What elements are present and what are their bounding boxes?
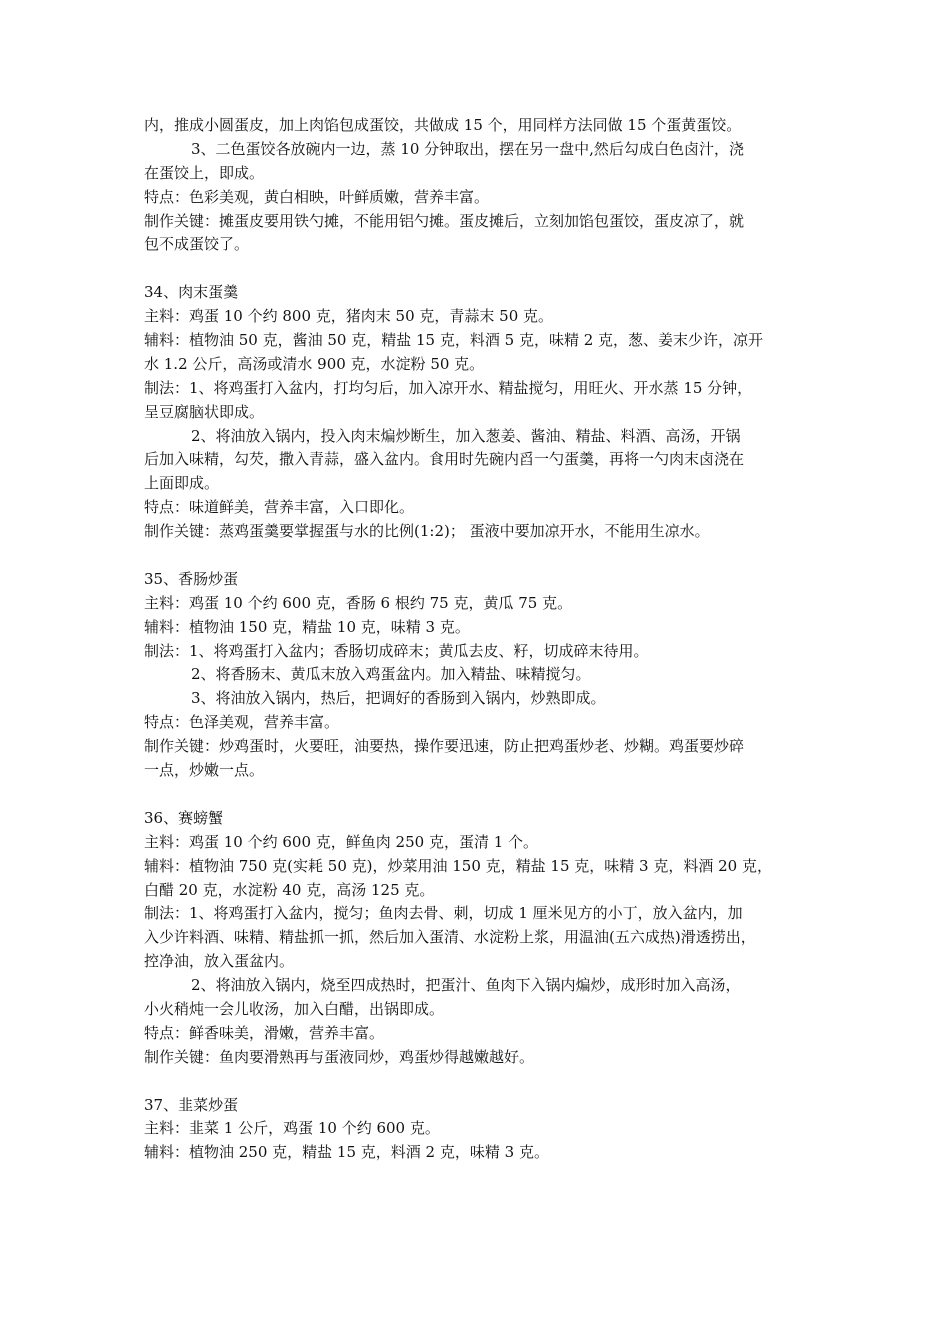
text-line: 特点：味道鲜美，营养丰富，入口即化。 bbox=[144, 498, 415, 517]
text-line: 2、将香肠末、黄瓜末放入鸡蛋盆内。加入精盐、味精搅匀。 bbox=[191, 665, 591, 684]
text-line: 后加入味精，勾芡，撒入青蒜，盛入盆内。食用时先碗内舀一勺蛋羹，再将一勺肉末卤浇在 bbox=[144, 450, 745, 469]
text-line: 制作关键：炒鸡蛋时，火要旺，油要热，操作要迅速，防止把鸡蛋炒老、炒糊。鸡蛋要炒碎 bbox=[144, 737, 745, 756]
document-page bbox=[144, 114, 812, 1165]
text-line: 主料：鸡蛋 10 个约 800 克，猪肉末 50 克，青蒜末 50 克。 bbox=[144, 307, 554, 326]
text-line: 白醋 20 克，水淀粉 40 克，高汤 125 克。 bbox=[144, 880, 435, 899]
text-line: 2、将油放入锅内，投入肉末煸炒断生，加入葱姜、酱油、精盐、料酒、高汤，开锅 bbox=[191, 426, 741, 445]
text-line: 呈豆腐脑状即成。 bbox=[144, 402, 265, 421]
text-line: 包不成蛋饺了。 bbox=[144, 235, 250, 254]
text-line: 水 1.2 公斤，高汤或清水 900 克，水淀粉 50 克。 bbox=[144, 354, 485, 373]
text-line: 36、赛螃蟹 bbox=[144, 808, 224, 827]
paragraph-gap bbox=[144, 544, 812, 568]
text-line: 制作关键：摊蛋皮要用铁勺摊，不能用铝勺摊。蛋皮摊后，立刻加馅包蛋饺，蛋皮凉了，就 bbox=[144, 211, 745, 230]
text-line: 特点：色彩美观，黄白相映，叶鲜质嫩，营养丰富。 bbox=[144, 187, 490, 206]
text-line: 辅料：植物油 750 克(实耗 50 克)，炒菜用油 150 克，精盐 15 克，味精 3 克，料酒 20 克， bbox=[144, 856, 772, 875]
text-line: 制作关键：鱼肉要滑熟再与蛋液同炒，鸡蛋炒得越嫩越好。 bbox=[144, 1047, 535, 1066]
text-line: 制法：1、将鸡蛋打入盆内，打均匀后，加入凉开水、精盐搅匀，用旺火、开水蒸 15 分钟， bbox=[144, 378, 753, 397]
paragraph-gap bbox=[144, 257, 812, 281]
text-line: 主料：鸡蛋 10 个约 600 克，鲜鱼肉 250 克，蛋清 1 个。 bbox=[144, 832, 539, 851]
text-line: 在蛋饺上，即成。 bbox=[144, 163, 265, 182]
text-line: 制法：1、将鸡蛋打入盆内；香肠切成碎末；黄瓜去皮、籽，切成碎末待用。 bbox=[144, 641, 649, 660]
text-line: 特点：色泽美观，营养丰富。 bbox=[144, 713, 340, 732]
text-line: 特点：鲜香味美，滑嫩，营养丰富。 bbox=[144, 1023, 385, 1042]
text-line: 上面即成。 bbox=[144, 474, 220, 493]
text-line: 制法：1、将鸡蛋打入盆内，搅匀；鱼肉去骨、刺，切成 1 厘米见方的小丁，放入盆内，加 bbox=[144, 904, 743, 923]
text-line: 34、肉末蛋羹 bbox=[144, 283, 239, 302]
text-line: 37、韭菜炒蛋 bbox=[144, 1095, 239, 1114]
text-line: 35、香肠炒蛋 bbox=[144, 569, 239, 588]
text-line: 内，推成小圆蛋皮，加上肉馅包成蛋饺，共做成 15 个，用同样方法同做 15 个蛋黄蛋饺。 bbox=[144, 116, 742, 134]
text-line: 3、二色蛋饺各放碗内一边，蒸 10 分钟取出，摆在另一盘中,然后勾成白色卤汁，浇 bbox=[191, 139, 744, 158]
text-line: 辅料：植物油 150 克，精盐 10 克，味精 3 克。 bbox=[144, 617, 470, 636]
text-line: 辅料：植物油 50 克，酱油 50 克，精盐 15 克，料酒 5 克，味精 2 克，葱、姜末少许，凉开 bbox=[144, 331, 764, 350]
paragraph-gap bbox=[144, 783, 812, 807]
text-line: 辅料：植物油 250 克，精盐 15 克，料酒 2 克，味精 3 克。 bbox=[144, 1143, 549, 1162]
text-line: 主料：韭菜 1 公斤，鸡蛋 10 个约 600 克。 bbox=[144, 1119, 440, 1138]
text-line: 入少许料酒、味精、精盐抓一抓，然后加入蛋清、水淀粉上浆，用温油(五六成热)滑透捞出， bbox=[144, 928, 756, 947]
paragraph-gap bbox=[144, 1070, 812, 1094]
text-line: 一点，炒嫩一点。 bbox=[144, 761, 265, 780]
text-line: 控净油，放入蛋盆内。 bbox=[144, 952, 295, 971]
text-line: 制作关键：蒸鸡蛋羹要掌握蛋与水的比例(1:2)； 蛋液中要加凉开水，不能用生凉水。 bbox=[144, 522, 710, 541]
text-line: 小火稍炖一会儿收汤，加入白醋，出锅即成。 bbox=[144, 999, 445, 1018]
text-line: 2、将油放入锅内，烧至四成热时，把蛋汁、鱼肉下入锅内煸炒，成形时加入高汤， bbox=[191, 976, 741, 995]
text-line: 3、将油放入锅内，热后，把调好的香肠到入锅内，炒熟即成。 bbox=[191, 689, 606, 708]
text-line: 主料：鸡蛋 10 个约 600 克，香肠 6 根约 75 克，黄瓜 75 克。 bbox=[144, 593, 573, 612]
